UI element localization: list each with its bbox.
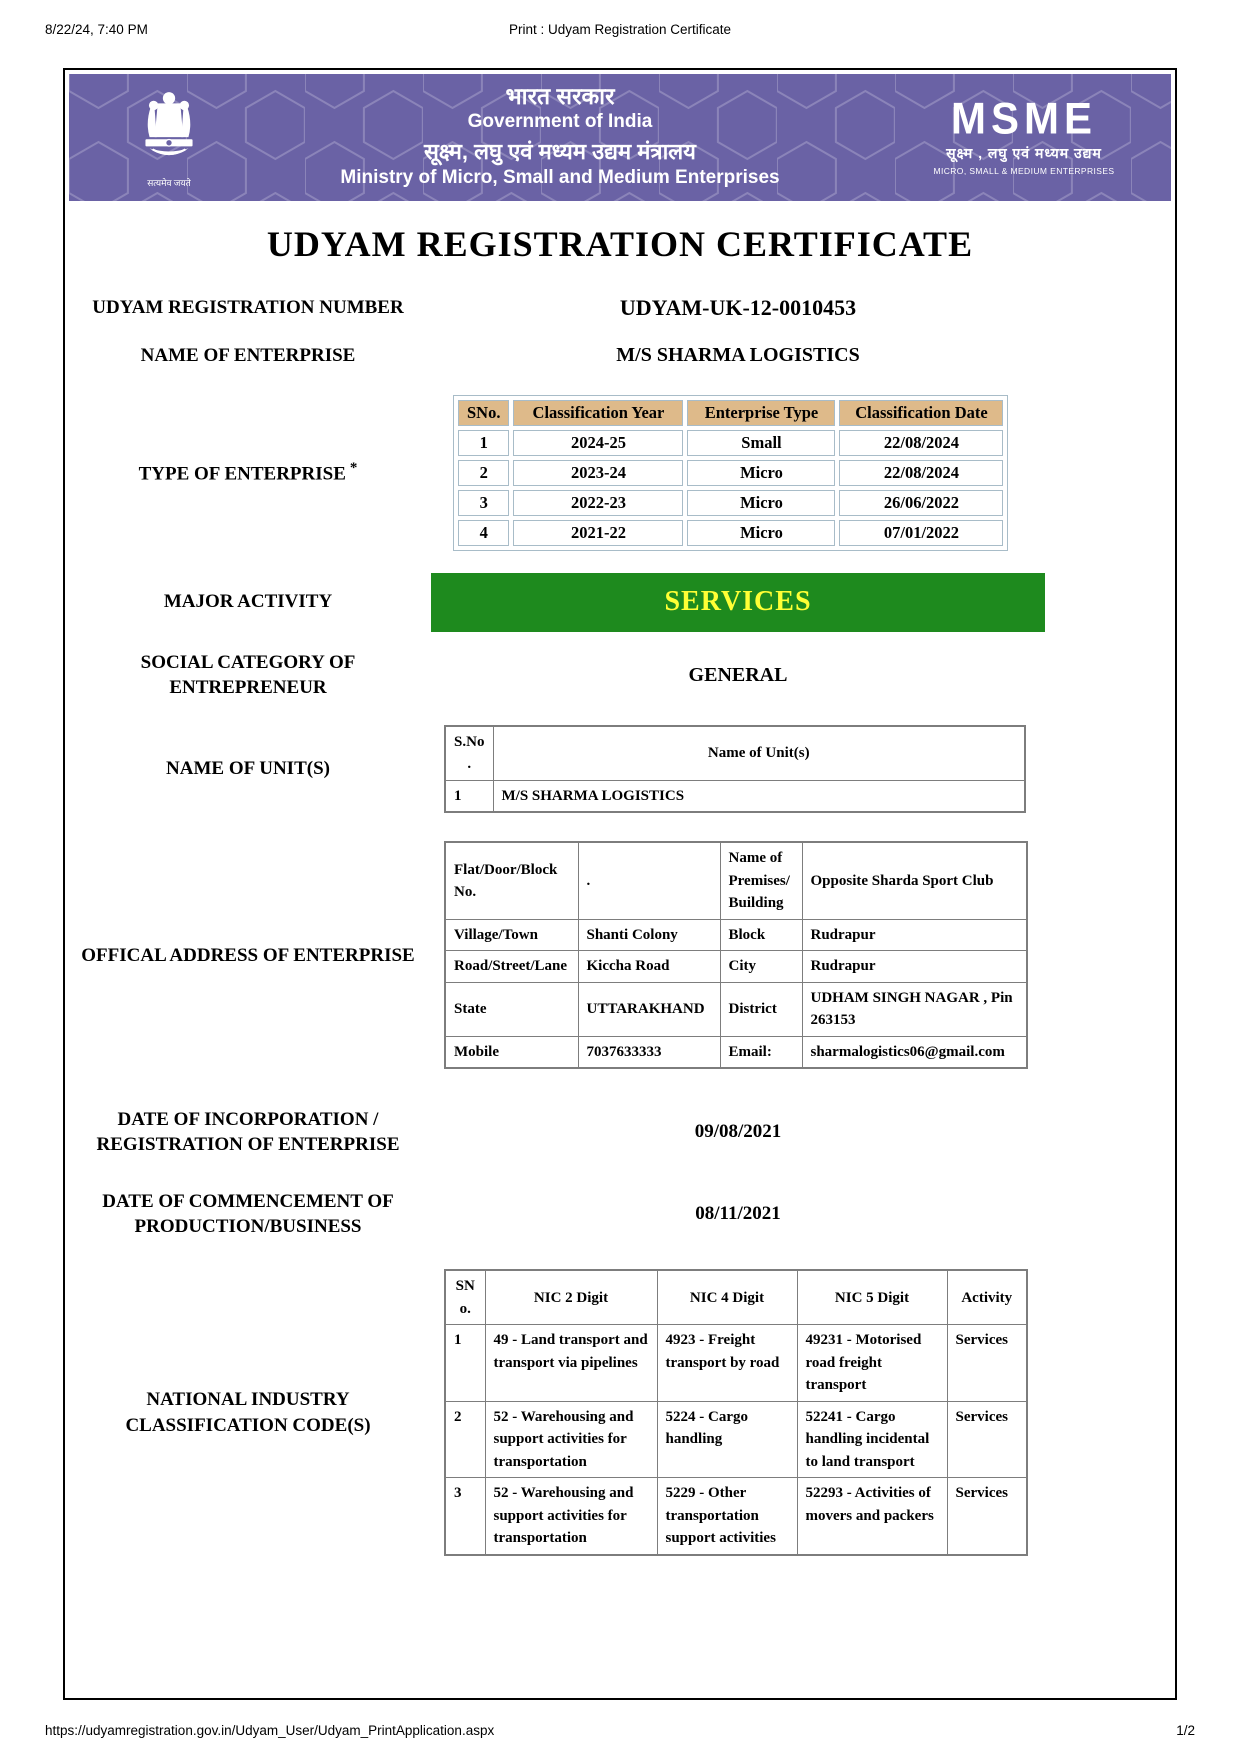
nic-table: [444, 1269, 1028, 1556]
cell: 2: [458, 460, 509, 486]
units-table-area: [431, 725, 1045, 814]
commencement-date-row: [65, 1185, 1175, 1243]
enterprise-name-row: [65, 343, 1175, 369]
ministry-english: Ministry of Micro, Small and Medium Enterprises: [340, 167, 780, 189]
registration-number-value: UDYAM-UK-12-0010453: [619, 295, 857, 320]
govt-of-india-hindi: भारत सरकार: [505, 82, 615, 109]
cell: 5229 - Other transportation support activities: [657, 1478, 797, 1555]
column-header: SNo.: [445, 1270, 485, 1325]
cell: 1: [458, 430, 509, 456]
column-header: NIC 5 Digit: [797, 1270, 947, 1325]
emblem-caption: सत्यमेव जयते: [147, 178, 191, 188]
address-table-area: [431, 841, 1045, 1069]
column-header: Name of Unit(s): [493, 726, 1025, 781]
browser-print-footer: [45, 1723, 1195, 1738]
cell: 26/06/2022: [839, 490, 1003, 516]
msme-logo-hindi: सूक्ष्म , लघु एवं मध्यम उद्यम: [946, 144, 1102, 161]
cell: Block: [720, 919, 802, 951]
social-category-value: GENERAL: [688, 663, 788, 686]
address-table: [444, 841, 1028, 1069]
official-address-row: [65, 841, 1175, 1069]
print-page-title: Print : Udyam Registration Certificate: [508, 22, 732, 37]
nic-codes-row: [65, 1269, 1175, 1556]
incorporation-date-row: [65, 1103, 1175, 1161]
certificate-title: UDYAM REGISTRATION CERTIFICATE: [266, 224, 974, 264]
cell: UDHAM SINGH NAGAR , Pin 263153: [802, 982, 1027, 1036]
table-header-row: [445, 1270, 1027, 1325]
cell: 07/01/2022: [839, 520, 1003, 546]
ministry-hindi: सूक्ष्म, लघु एवं मध्यम उद्यम मंत्रालय: [424, 139, 696, 165]
msme-logo: [903, 93, 1145, 176]
registration-number-label: UDYAM REGISTRATION NUMBER: [92, 297, 404, 319]
column-header: NIC 4 Digit: [657, 1270, 797, 1325]
column-header: S.No.: [445, 726, 493, 781]
cell: 2: [445, 1401, 485, 1478]
name-of-units-label: NAME OF UNIT(S): [166, 758, 330, 780]
cell: Flat/Door/Block No.: [445, 842, 578, 919]
cell: 5224 - Cargo handling: [657, 1401, 797, 1478]
social-category-label: SOCIAL CATEGORY OF ENTREPRENEUR: [140, 651, 356, 699]
msme-logo-word: MSME: [951, 93, 1097, 144]
enterprise-name-value: M/S SHARMA LOGISTICS: [616, 344, 860, 367]
cell: 2021-22: [513, 520, 683, 546]
table-row: [445, 842, 1027, 919]
column-header: SNo.: [458, 400, 509, 426]
commencement-date-label: DATE OF COMMENCEMENT OF PRODUCTION/BUSINESS: [102, 1190, 394, 1238]
nic-codes-label: NATIONAL INDUSTRY CLASSIFICATION CODE(S): [125, 1389, 371, 1436]
cell: Road/Street/Lane: [445, 951, 578, 983]
cell: Name of Premises/Building: [720, 842, 802, 919]
social-category-row: [65, 650, 1175, 701]
registration-number-row: [65, 295, 1175, 321]
type-of-enterprise-label: TYPE OF ENTERPRISE *: [138, 460, 358, 485]
column-header: NIC 2 Digit: [485, 1270, 657, 1325]
cell: Micro: [687, 520, 835, 546]
major-activity-label: MAJOR ACTIVITY: [163, 591, 333, 613]
print-datetime: 8/22/24, 7:40 PM: [45, 22, 148, 37]
print-footer-url: https://udyamregistration.gov.in/Udyam_User/Udyam_PrintApplication.aspx: [45, 1723, 495, 1738]
cell: Mobile: [445, 1036, 578, 1068]
table-row: [458, 520, 1003, 546]
cell: Services: [947, 1478, 1027, 1555]
cell: 2022-23: [513, 490, 683, 516]
incorporation-date-label: DATE OF INCORPORATION / REGISTRATION OF ENTERPRISE: [96, 1108, 400, 1156]
column-header: Classification Date: [839, 400, 1003, 426]
column-header: Enterprise Type: [687, 400, 835, 426]
table-row: [445, 1401, 1027, 1478]
cell: 1: [445, 780, 493, 812]
cell: 22/08/2024: [839, 460, 1003, 486]
major-activity-banner: [431, 573, 1045, 632]
cell: District: [720, 982, 802, 1036]
cell: Email:: [720, 1036, 802, 1068]
certificate-container: [63, 68, 1177, 1700]
name-of-units-row: [65, 725, 1175, 814]
cell: Rudrapur: [802, 951, 1027, 983]
commencement-date-value: 08/11/2021: [695, 1203, 781, 1225]
cell: 4923 - Freight transport by road: [657, 1325, 797, 1402]
cell: State: [445, 982, 578, 1036]
units-table: [444, 725, 1026, 814]
cell: Kiccha Road: [578, 951, 720, 983]
cell: Small: [687, 430, 835, 456]
type-of-enterprise-row: [65, 395, 1175, 551]
nic-table-area: [431, 1269, 1045, 1556]
cell: 52 - Warehousing and support activities for transportation: [485, 1401, 657, 1478]
table-row: [445, 982, 1027, 1036]
cell: sharmalogistics06@gmail.com: [802, 1036, 1027, 1068]
type-of-enterprise-table-area: [431, 395, 1045, 551]
cell: .: [578, 842, 720, 919]
govt-of-india-english: Government of India: [467, 111, 653, 133]
table-row: [445, 1325, 1027, 1402]
msme-logo-english: MICRO, SMALL & MEDIUM ENTERPRISES: [933, 165, 1115, 176]
table-row: [445, 1478, 1027, 1555]
cell: 7037633333: [578, 1036, 720, 1068]
incorporation-date-value: 09/08/2021: [694, 1121, 782, 1143]
asterisk-marker: *: [349, 460, 358, 477]
ashoka-emblem-icon: [121, 87, 217, 188]
cell: UTTARAKHAND: [578, 982, 720, 1036]
cell: Shanti Colony: [578, 919, 720, 951]
column-header: Activity: [947, 1270, 1027, 1325]
table-row: [445, 919, 1027, 951]
cell: 1: [445, 1325, 485, 1402]
cell: Micro: [687, 460, 835, 486]
cell: Micro: [687, 490, 835, 516]
table-row: [445, 951, 1027, 983]
cell: Village/Town: [445, 919, 578, 951]
cell: 4: [458, 520, 509, 546]
cell: Opposite Sharda Sport Club: [802, 842, 1027, 919]
ministry-banner-text: [217, 83, 903, 192]
official-address-label: OFFICAL ADDRESS OF ENTERPRISE: [81, 944, 415, 966]
table-row: [458, 460, 1003, 486]
cell: 3: [458, 490, 509, 516]
cell: Services: [947, 1325, 1027, 1402]
table-row: [458, 430, 1003, 456]
major-activity-value: SERVICES: [664, 586, 812, 618]
table-row: [445, 1036, 1027, 1068]
cell: City: [720, 951, 802, 983]
browser-print-header: [45, 22, 1195, 40]
table-header-row: [458, 400, 1003, 426]
enterprise-name-label: NAME OF ENTERPRISE: [140, 345, 356, 366]
cell: 3: [445, 1478, 485, 1555]
major-activity-banner-area: [431, 573, 1045, 632]
enterprise-type-table: [453, 395, 1008, 551]
cell: 22/08/2024: [839, 430, 1003, 456]
cell: Services: [947, 1401, 1027, 1478]
print-footer-page-number: 1/2: [1176, 1723, 1195, 1738]
cell: M/S SHARMA LOGISTICS: [493, 780, 1025, 812]
cell: 52241 - Cargo handling incidental to land transport: [797, 1401, 947, 1478]
cell: Rudrapur: [802, 919, 1027, 951]
column-header: Classification Year: [513, 400, 683, 426]
table-row: [445, 780, 1025, 812]
table-row: [458, 490, 1003, 516]
cell: 52293 - Activities of movers and packers: [797, 1478, 947, 1555]
cell: 49 - Land transport and transport via pipelines: [485, 1325, 657, 1402]
cell: 49231 - Motorised road freight transport: [797, 1325, 947, 1402]
cell: 52 - Warehousing and support activities for transportation: [485, 1478, 657, 1555]
cell: 2023-24: [513, 460, 683, 486]
ministry-banner: [69, 74, 1171, 201]
table-header-row: [445, 726, 1025, 781]
major-activity-row: [65, 573, 1175, 632]
cell: 2024-25: [513, 430, 683, 456]
